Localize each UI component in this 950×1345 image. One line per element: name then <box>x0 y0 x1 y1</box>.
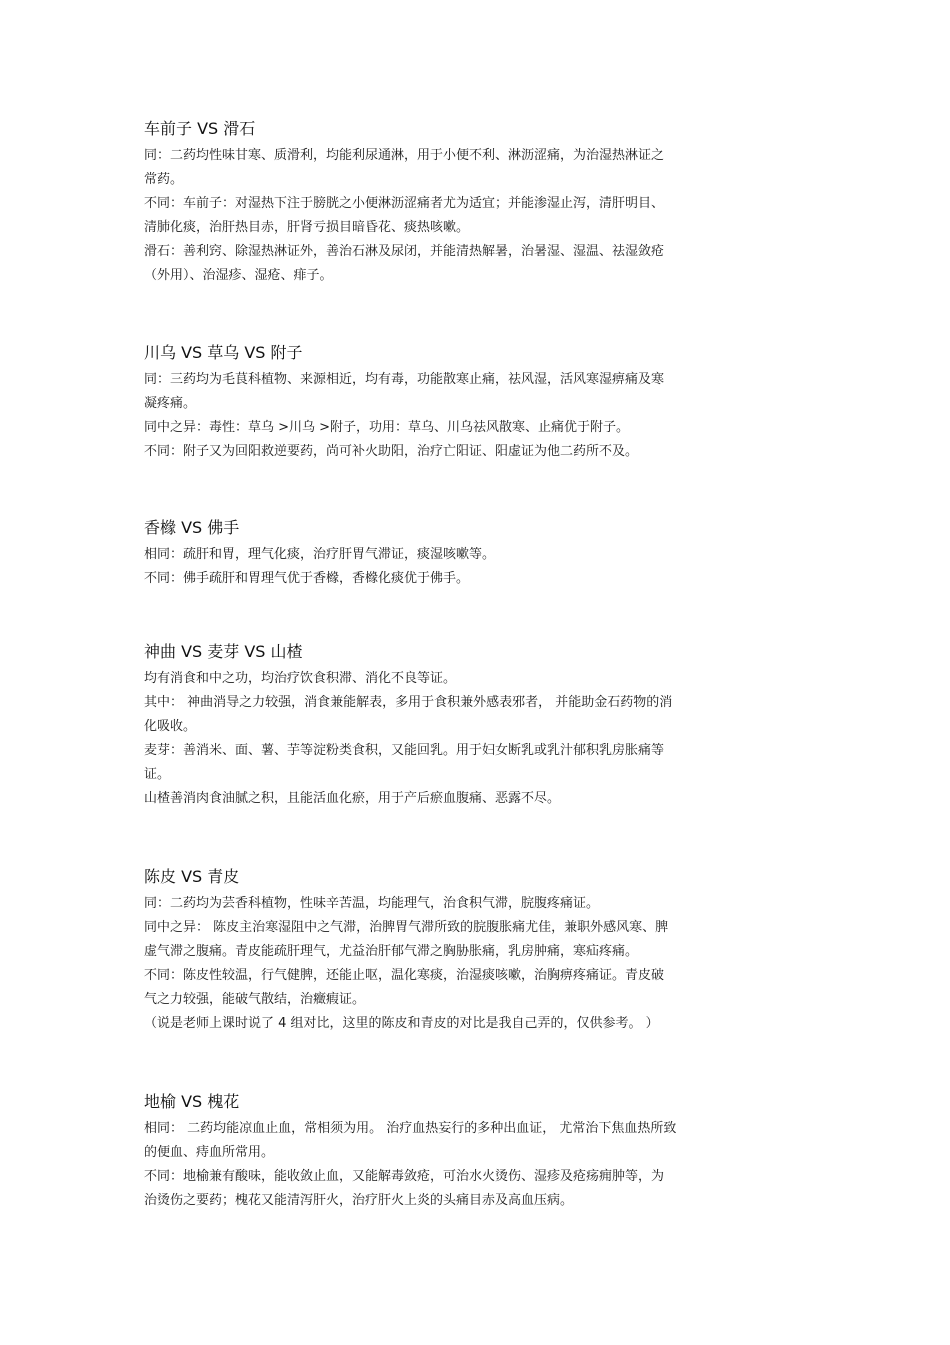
text-line: 同：三药均为毛茛科植物、来源相近，均有毒，功能散寒止痛，祛风湿，活风寒湿痹痛及寒 <box>144 372 665 387</box>
section-chuanwu-caowu-fuzi <box>144 342 804 464</box>
text-line: 不同：陈皮性较温，行气健脾，还能止呕，温化寒痰，治湿痰咳嗽，治胸痹疼痛证。青皮破 <box>144 968 665 983</box>
section-title: 陈皮 VS 青皮 <box>144 867 240 886</box>
section-xiangyuan-foshou <box>144 517 804 591</box>
section-cheqianzi-huashi <box>144 118 804 288</box>
text-line: 常药。 <box>144 172 184 187</box>
text-line: 其中： 神曲消导之力较强，消食兼能解表，多用于食积兼外感表邪者， 并能助金石药物的消 <box>144 695 673 710</box>
text-line: 均有消食和中之功，均治疗饮食积滞、消化不良等证。 <box>144 671 457 686</box>
text-line: 不同：车前子：对湿热下注于膀胱之小便淋沥涩痛者尤为适宜；并能渗湿止泻，清肝明目、 <box>144 196 665 211</box>
text-line: 凝疼痛。 <box>144 396 197 411</box>
text-line: 化吸收。 <box>144 719 197 734</box>
text-line: 不同：佛手疏肝和胃理气优于香橼，香橼化痰优于佛手。 <box>144 571 470 586</box>
text-line: 同中之异： 陈皮主治寒湿阻中之气滞，治脾胃气滞所致的脘腹胀痛尤佳，兼职外感风寒、脾 <box>144 920 669 935</box>
text-line: 滑石：善利窍、除湿热淋证外，善治石淋及尿闭，并能清热解暑，治暑湿、湿温、祛湿敛疮 <box>144 244 665 259</box>
section-shenqu-maiya-shanzha <box>144 641 804 811</box>
text-line: 同中之异：毒性：草乌 >川乌 >附子，功用：草乌、川乌祛风散寒、止痛优于附子。 <box>144 420 630 435</box>
section-chenpi-qingpi <box>144 866 804 1036</box>
section-title: 川乌 VS 草乌 VS 附子 <box>144 343 303 362</box>
text-line: 气之力较强，能破气散结，治癥瘕证。 <box>144 992 366 1007</box>
text-line: 的便血、痔血所常用。 <box>144 1145 275 1160</box>
section-title: 香橼 VS 佛手 <box>144 518 240 537</box>
text-line: 相同：疏肝和胃，理气化痰，治疗肝胃气滞证，痰湿咳嗽等。 <box>144 547 496 562</box>
text-line: 同：二药均为芸香科植物，性味辛苦温，均能理气，治食积气滞，脘腹疼痛证。 <box>144 896 600 911</box>
text-line: 山楂善消肉食油腻之积，且能活血化瘀，用于产后瘀血腹痛、恶露不尽。 <box>144 791 561 806</box>
text-line: 相同： 二药均能凉血止血，常相须为用。 治疗血热妄行的多种出血证， 尤常治下焦血热所致 <box>144 1121 677 1136</box>
text-line: 治烫伤之要药；槐花又能清泻肝火，治疗肝火上炎的头痛目赤及高血压病。 <box>144 1193 574 1208</box>
text-line: 证。 <box>144 767 171 782</box>
text-line: 清肺化痰，治肝热目赤，肝肾亏损目暗昏花、痰热咳嗽。 <box>144 220 470 235</box>
text-line: 虚气滞之腹痛。青皮能疏肝理气，尤益治肝郁气滞之胸胁胀痛，乳房肿痛，寒疝疼痛。 <box>144 944 639 959</box>
section-title: 神曲 VS 麦芽 VS 山楂 <box>144 642 303 661</box>
text-line: 同：二药均性味甘寒、质滑利，均能利尿通淋，用于小便不利、淋沥涩痛，为治湿热淋证之 <box>144 148 665 163</box>
text-line: （外用）、治湿疹、湿疮、痱子。 <box>144 268 333 283</box>
section-title: 地榆 VS 槐花 <box>144 1092 240 1111</box>
text-line: （说是老师上课时说了 4 组对比，这里的陈皮和青皮的对比是我自己弄的，仅供参考。 ） <box>144 1016 659 1031</box>
text-line: 不同：附子又为回阳救逆要药，尚可补火助阳，治疗亡阳证、阳虚证为他二药所不及。 <box>144 444 639 459</box>
section-diyu-huaihua <box>144 1091 804 1213</box>
text-line: 不同：地榆兼有酸味，能收敛止血，又能解毒敛疮，可治水火烫伤、湿疹及疮疡痈肿等，为 <box>144 1169 665 1184</box>
text-line: 麦芽：善消米、面、薯、芋等淀粉类食积，又能回乳。用于妇女断乳或乳汁郁积乳房胀痛等 <box>144 743 665 758</box>
section-title: 车前子 VS 滑石 <box>144 119 256 138</box>
